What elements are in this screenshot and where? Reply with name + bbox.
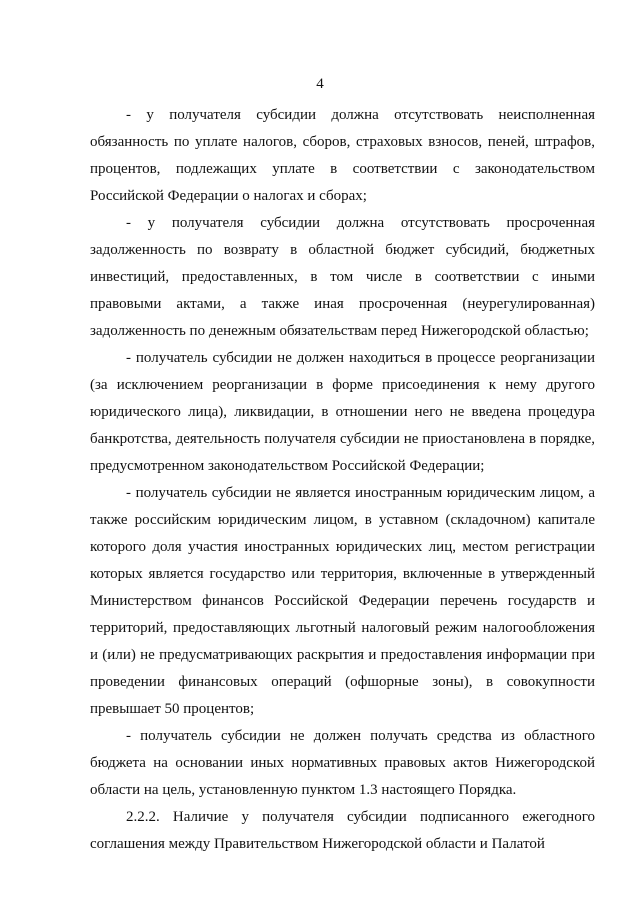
paragraph-tax-obligations: - у получателя субсидии должна отсутствовать неисполненная обязанность по уплате налогов, сборов, страховых взносов, пеней, штрафов, процентов, подлежащих уплате в соответствии с законодательством Российской Федерации о налогах и сборах; [90,107,595,204]
paragraph-overdue-debt: - у получателя субсидии должна отсутствовать просроченная задолженность по возврату в областной бюджет субсидий, бюджетных инвестиций, предоставленных, в том числе в соответствии с иными правовыми актами, а также иная просроченная (неурегулированная) задолженность по денежным обязательствам перед Нижегородской областью; [90,215,595,339]
page-number: 4 [316,76,324,92]
paragraph-agreement: 2.2.2. Наличие у получателя субсидии подписанного ежегодного соглашения между Правительством Нижегородской области и Палатой [90,809,595,852]
paragraph-other-funds: - получатель субсидии не должен получать средства из областного бюджета на основании иных нормативных правовых актов Нижегородской области на цель, установленную пунктом 1.3 настоящего Порядка. [90,728,595,798]
paragraph-reorganization: - получатель субсидии не должен находиться в процессе реорганизации (за исключением реорганизации в форме присоединения к нему другого юридического лица), ликвидации, в отношении него не введена процедура банкротства, деятельность получателя субсидии не приостановлена в порядке, предусмотренном законодательством Российской Федерации; [90,350,595,474]
document-body [90,102,595,858]
paragraph-foreign-entity: - получатель субсидии не является иностранным юридическим лицом, а также российским юридическим лицом, в уставном (складочном) капитале которого доля участия иностранных юридических лиц, местом регистрации которых является государство или территория, включенные в утвержденный Министерством финансов Российской Федерации перечень государств и территорий, предоставляющих льготный налоговый режим налогообложения и (или) не предусматривающих раскрытия и предоставления информации при проведении финансовых операций (офшорные зоны), в совокупности превышает 50 процентов; [90,485,595,717]
